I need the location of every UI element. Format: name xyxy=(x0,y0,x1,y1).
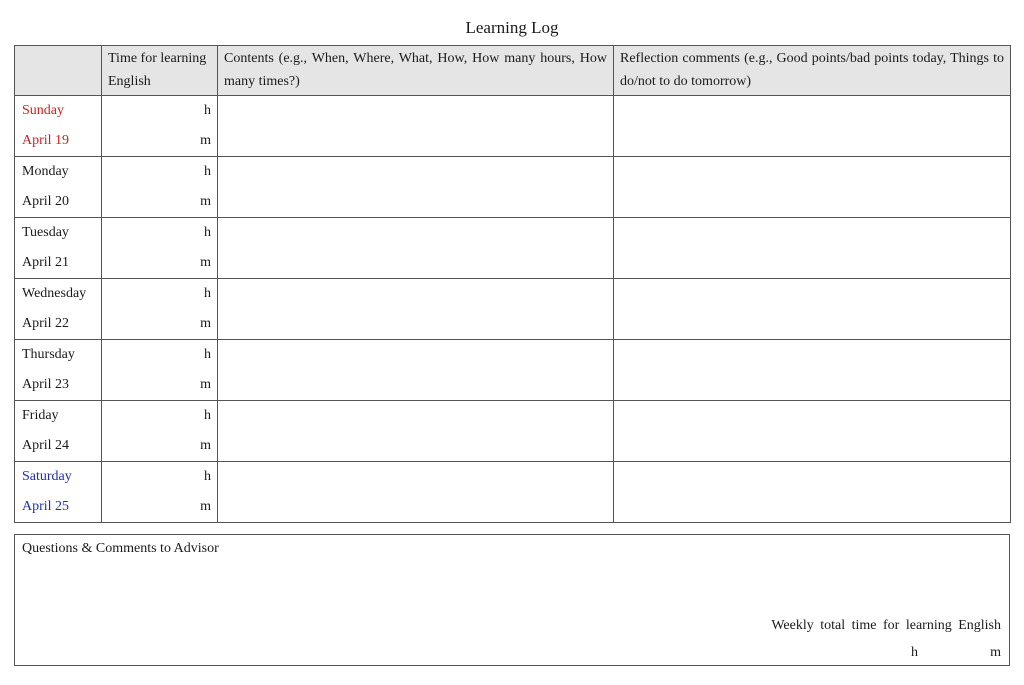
day-row xyxy=(15,340,1011,401)
time-cell[interactable] xyxy=(102,340,218,401)
day-cell xyxy=(15,96,102,157)
minutes-unit: m xyxy=(200,316,211,331)
hours-unit: h xyxy=(204,347,211,362)
day-row xyxy=(15,218,1011,279)
contents-cell[interactable] xyxy=(218,462,614,523)
day-cell xyxy=(15,157,102,218)
minutes-unit: m xyxy=(200,255,211,270)
day-cell xyxy=(15,279,102,340)
hours-unit: h xyxy=(204,164,211,179)
time-cell[interactable] xyxy=(102,96,218,157)
day-row xyxy=(15,401,1011,462)
day-name: Thursday xyxy=(22,347,75,362)
day-date: April 21 xyxy=(22,255,70,270)
reflection-cell[interactable] xyxy=(614,340,1011,401)
reflection-cell[interactable] xyxy=(614,157,1011,218)
reflection-cell[interactable] xyxy=(614,462,1011,523)
time-cell[interactable] xyxy=(102,462,218,523)
day-date: April 22 xyxy=(22,316,70,331)
day-cell xyxy=(15,401,102,462)
day-row xyxy=(15,157,1011,218)
hours-unit: h xyxy=(204,225,211,240)
day-date: April 24 xyxy=(22,438,70,453)
header-reflection: Reflection comments (e.g., Good points/bad points today, Things to do/not to do tomorrow) xyxy=(614,46,1011,96)
advisor-comments-box[interactable] xyxy=(14,534,1010,666)
reflection-cell[interactable] xyxy=(614,218,1011,279)
day-name: Tuesday xyxy=(22,225,69,240)
reflection-cell[interactable] xyxy=(614,279,1011,340)
header-contents: Contents (e.g., When, Where, What, How, How many hours, How many times?) xyxy=(218,46,614,96)
day-name: Wednesday xyxy=(22,286,87,301)
contents-cell[interactable] xyxy=(218,157,614,218)
weekly-total-label: Weekly total time for learning English xyxy=(771,618,1001,633)
minutes-unit: m xyxy=(200,438,211,453)
minutes-unit: m xyxy=(200,499,211,514)
day-date: April 20 xyxy=(22,194,70,209)
day-date: April 19 xyxy=(22,133,70,148)
weekly-hours-unit: h xyxy=(911,645,918,660)
reflection-cell[interactable] xyxy=(614,401,1011,462)
day-date: April 25 xyxy=(22,499,70,514)
contents-cell[interactable] xyxy=(218,340,614,401)
learning-log-table xyxy=(14,45,1011,523)
contents-cell[interactable] xyxy=(218,279,614,340)
weekly-minutes-unit: m xyxy=(990,645,1001,660)
minutes-unit: m xyxy=(200,194,211,209)
day-row xyxy=(15,96,1011,157)
day-date: April 23 xyxy=(22,377,70,392)
hours-unit: h xyxy=(204,286,211,301)
advisor-comments-label: Questions & Comments to Advisor xyxy=(22,541,219,556)
day-cell xyxy=(15,340,102,401)
hours-unit: h xyxy=(204,408,211,423)
time-cell[interactable] xyxy=(102,401,218,462)
header-time: Time for learning English xyxy=(102,46,218,96)
page-title: Learning Log xyxy=(465,18,559,37)
time-cell[interactable] xyxy=(102,279,218,340)
contents-cell[interactable] xyxy=(218,218,614,279)
day-row xyxy=(15,462,1011,523)
hours-unit: h xyxy=(204,469,211,484)
day-name: Monday xyxy=(22,164,69,179)
time-cell[interactable] xyxy=(102,157,218,218)
reflection-cell[interactable] xyxy=(614,96,1011,157)
day-name: Saturday xyxy=(22,469,72,484)
contents-cell[interactable] xyxy=(218,401,614,462)
day-cell xyxy=(15,218,102,279)
day-row xyxy=(15,279,1011,340)
day-name: Friday xyxy=(22,408,59,423)
minutes-unit: m xyxy=(200,133,211,148)
day-cell xyxy=(15,462,102,523)
header-row xyxy=(15,46,1011,96)
header-day xyxy=(15,46,102,96)
time-cell[interactable] xyxy=(102,218,218,279)
contents-cell[interactable] xyxy=(218,96,614,157)
minutes-unit: m xyxy=(200,377,211,392)
hours-unit: h xyxy=(204,103,211,118)
day-name: Sunday xyxy=(22,103,64,118)
